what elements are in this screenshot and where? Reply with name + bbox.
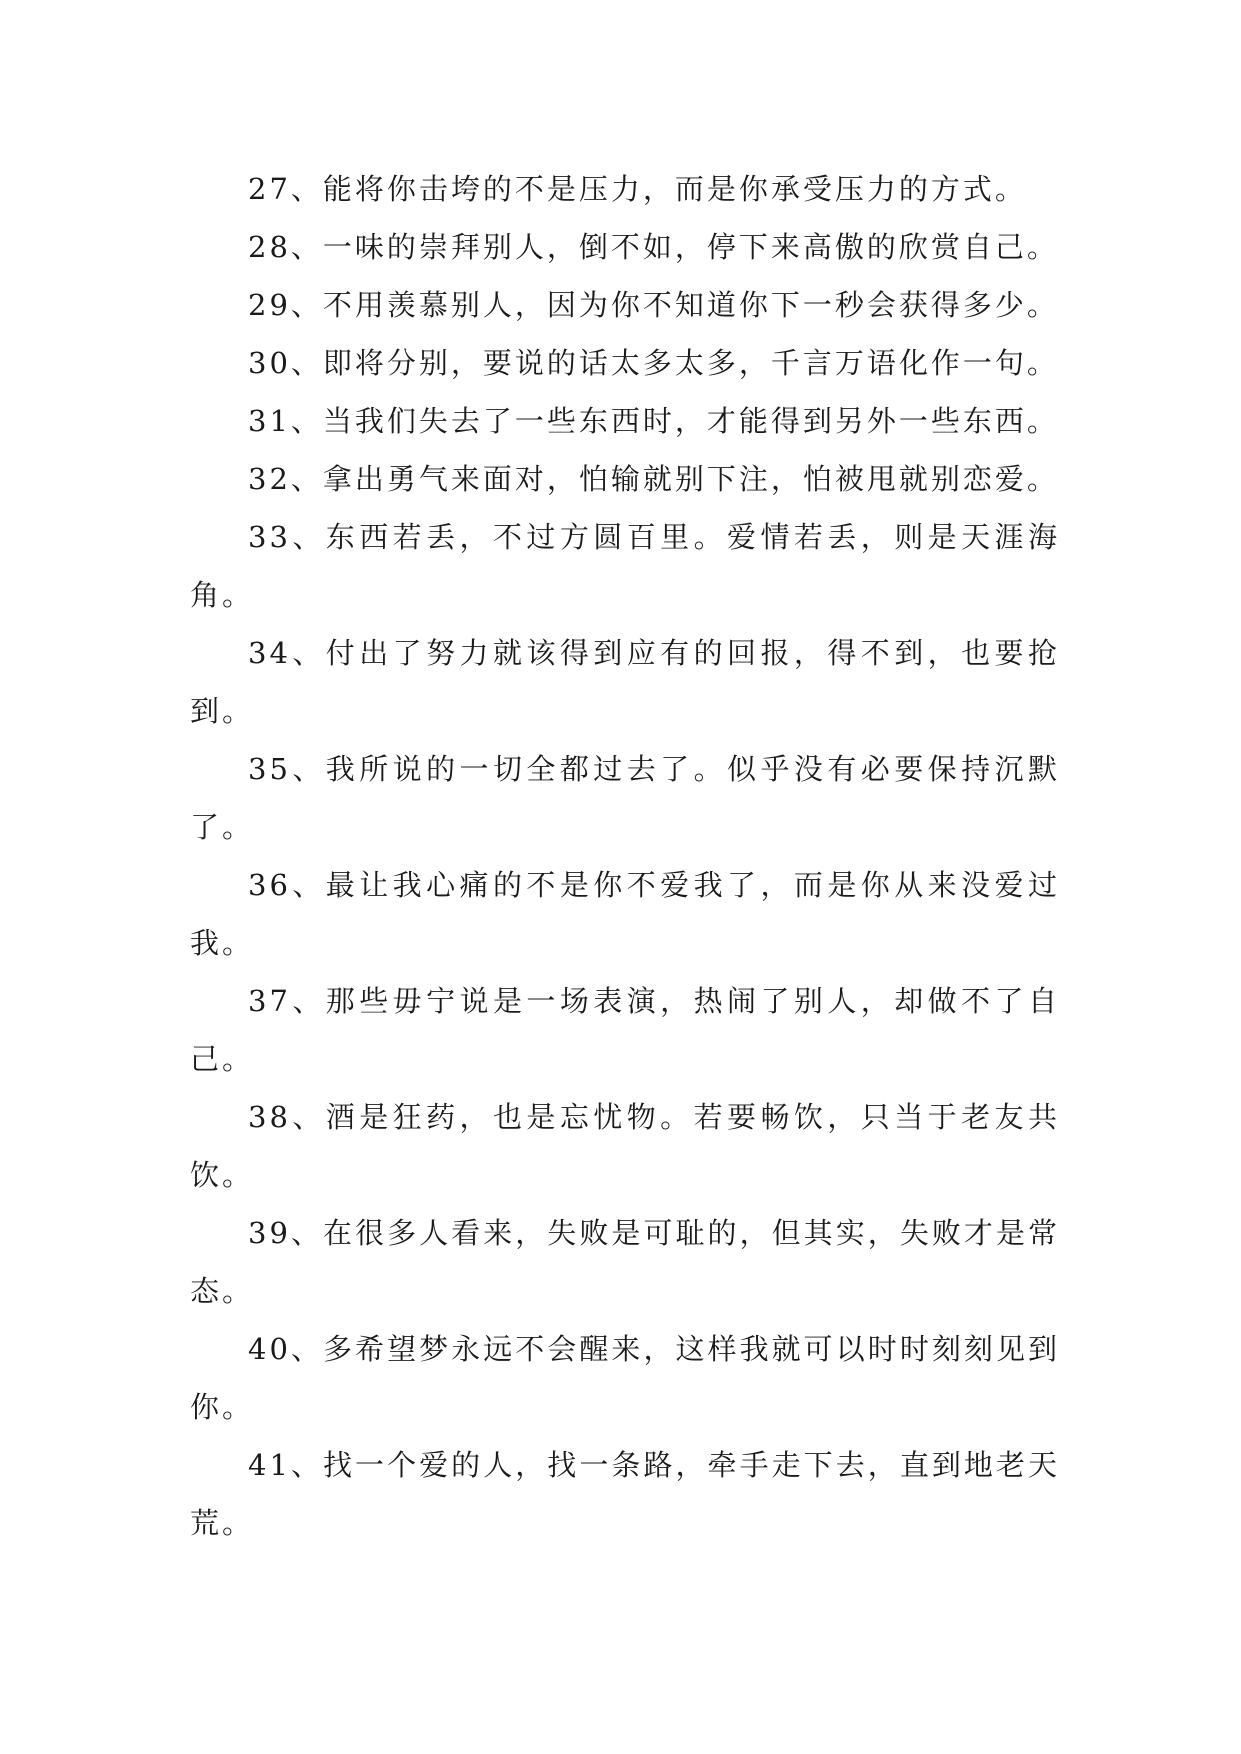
paragraph-34: 34、付出了努力就该得到应有的回报，得不到，也要抢到。 [190, 636, 1060, 728]
paragraph-36: 36、最让我心痛的不是你不爱我了，而是你从来没爱过我。 [190, 868, 1060, 960]
paragraph-39: 39、在很多人看来，失败是可耻的，但其实，失败才是常态。 [190, 1216, 1060, 1308]
paragraph-28: 28、一味的崇拜别人，倒不如，停下来高傲的欣赏自己。 [248, 230, 1059, 264]
paragraph-41: 41、找一个爱的人，找一条路，牵手走下去，直到地老天荒。 [190, 1448, 1060, 1540]
paragraph-33: 33、东西若丢，不过方圆百里。爱情若丢，则是天涯海角。 [190, 520, 1060, 612]
paragraph-32: 32、拿出勇气来面对，怕输就别下注，怕被甩就别恋爱。 [248, 462, 1059, 496]
paragraph-30: 30、即将分别，要说的话太多太多，千言万语化作一句。 [248, 346, 1059, 380]
paragraph-31: 31、当我们失去了一些东西时，才能得到另外一些东西。 [248, 404, 1059, 438]
paragraph-27: 27、能将你击垮的不是压力，而是你承受压力的方式。 [248, 172, 1027, 206]
paragraph-38: 38、酒是狂药，也是忘忧物。若要畅饮，只当于老友共饮。 [190, 1100, 1060, 1192]
paragraph-35: 35、我所说的一切全都过去了。似乎没有必要保持沉默了。 [190, 752, 1060, 844]
paragraph-29: 29、不用羡慕别人，因为你不知道你下一秒会获得多少。 [248, 288, 1059, 322]
document-body [190, 160, 1060, 1552]
paragraph-40: 40、多希望梦永远不会醒来，这样我就可以时时刻刻见到你。 [190, 1332, 1060, 1424]
paragraph-37: 37、那些毋宁说是一场表演，热闹了别人，却做不了自己。 [190, 984, 1060, 1076]
